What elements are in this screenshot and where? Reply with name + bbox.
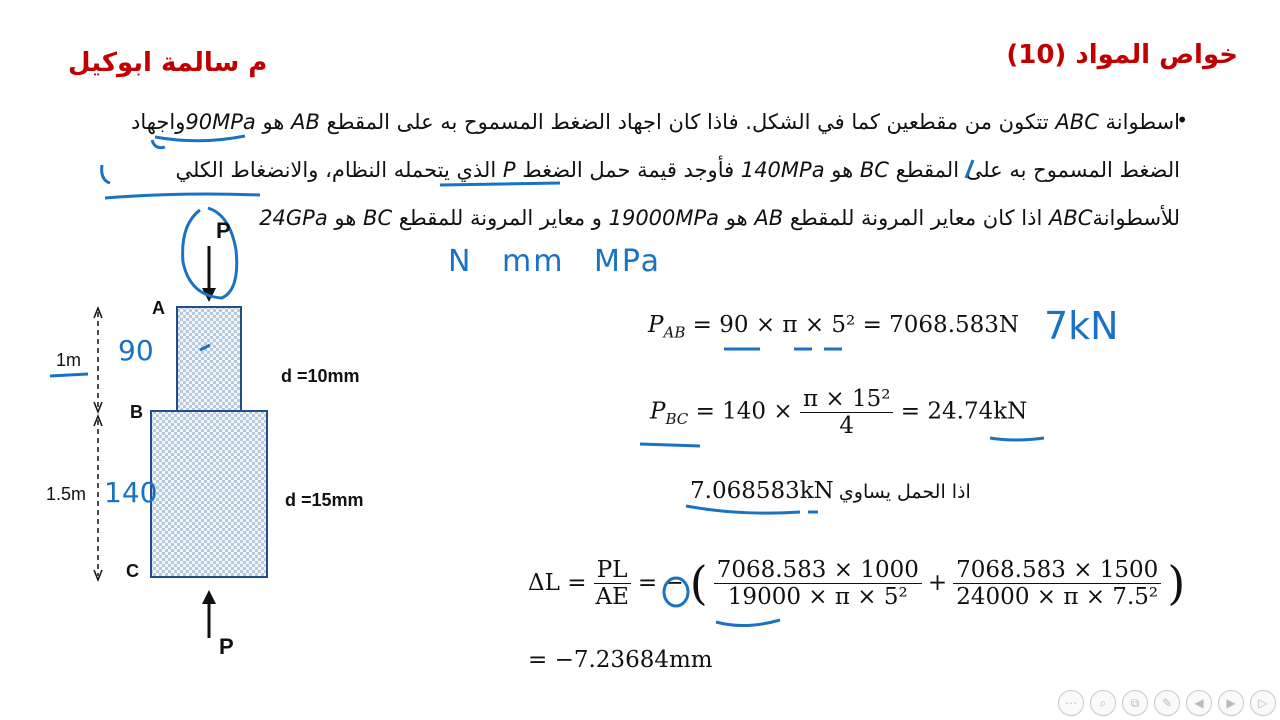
bullet-icon: • [1176,108,1188,132]
point-b-label: B [130,402,143,422]
deformation-equation: ΔL = $\frac{PL}{AE}$ = − ( $\frac{7068.583 \times 1000}{\text{19000 × π × 5²}}$ + $\frac{7068.583 \times 1500}{\text{24000 × π × 7.5²}}$ ) [528,556,1186,610]
approx-load-note: 7kN [1044,304,1119,348]
point-a-label: A [152,298,165,318]
top-load-label: P [216,218,231,243]
problem-line-3: للأسطوانةABC اذا كان معاير المرونة للمقطع AB هو 19000MPa و معاير المرونة للمقطع BC هو 24GPa [259,206,1180,230]
bottom-load-label: P [219,634,234,659]
load-text: اذا الحمل يساوي [838,481,971,503]
diameter-ab-label: d =10mm [281,366,360,386]
pab-equation: $P_{AB} = 90 \times \pi \times 5^2 = 7068.583N$ [648,312,1020,342]
final-result: = −7.23684mm [528,647,713,673]
play-icon[interactable]: ▷ [1250,690,1276,716]
more-icon[interactable]: ⋯ [1058,690,1084,716]
units-note: N mm MPa [448,244,661,279]
copy-icon[interactable]: ⧉ [1122,690,1148,716]
zoom-icon[interactable]: ⌕ [1090,690,1116,716]
sigma-bc-note: 140 [104,476,158,509]
load-value: 7.068583kN [690,478,834,504]
back-icon[interactable]: ◀ [1186,690,1212,716]
problem-line-1: اسطوانة ABC تتكون من مقطعين كما في الشكل. فاذا كان اجهاد الضغط المسموح به على المقطع AB هو 90MPaواجهاد [131,110,1180,134]
slide-controls [1058,690,1276,716]
point-c-label: C [126,561,139,581]
forward-icon[interactable]: ▶ [1218,690,1244,716]
length-ab-label: 1m [56,350,82,370]
author-name: م سالمة ابوكيل [68,48,268,78]
pbc-equation: $P_{BC} = 140$ × $\frac{\text{π × 15²}}{4}$ = 24.74kN [650,386,1028,439]
course-title: خواص المواد (10) [1006,40,1238,70]
sigma-ab-note: 90 [118,334,154,367]
diameter-bc-label: d =15mm [285,490,364,510]
length-bc-label: 1.5m [46,484,87,504]
problem-line-2: الضغط المسموح به على المقطع BC هو 140MPa فأوجد قيمة حمل الضغط P الذي يتحمله النظام، والانضغاط الكلي [175,158,1180,182]
pen-icon[interactable]: ✎ [1154,690,1180,716]
